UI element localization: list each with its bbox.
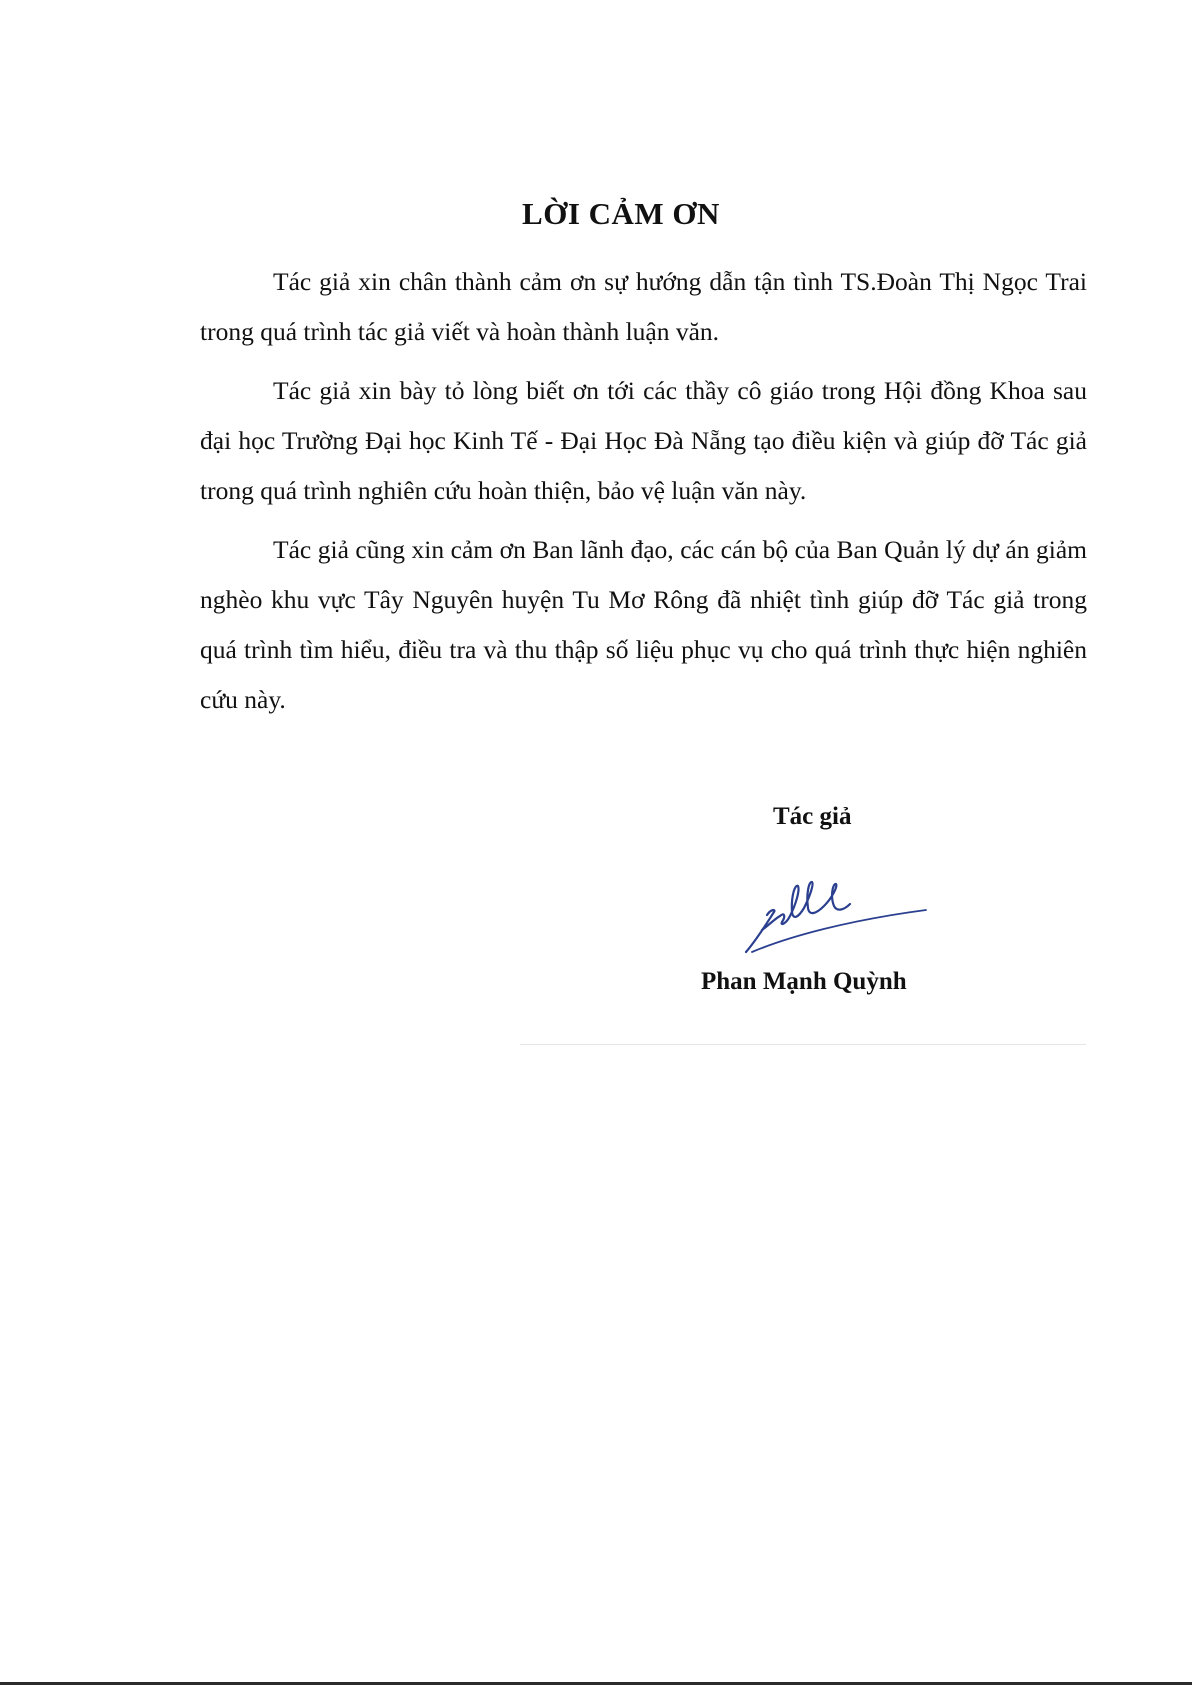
signature-stroke-loops [762, 882, 850, 930]
author-name: Phan Mạnh Quỳnh [701, 968, 907, 995]
page-title: LỜI CẢM ƠN [522, 196, 720, 231]
acknowledgement-body [200, 257, 1087, 734]
author-label: Tác giả [773, 803, 852, 830]
divider-line [520, 1044, 1086, 1045]
paragraph-2: Tác giả xin bày tỏ lòng biết ơn tới các thầy cô giáo trong Hội đồng Khoa sau đại học Trường Đại học Kinh Tế - Đại Học Đà Nẵng tạo điều kiện và giúp đỡ Tác giả trong quá trình nghiên cứu hoàn thiện, bảo vệ luận văn này. [200, 376, 1087, 505]
signature-image [740, 872, 930, 957]
paragraph-1: Tác giả xin chân thành cảm ơn sự hướng dẫn tận tình TS.Đoàn Thị Ngọc Trai trong quá trình tác giả viết và hoàn thành luận văn. [200, 267, 1087, 346]
paragraph-3: Tác giả cũng xin cảm ơn Ban lãnh đạo, các cán bộ của Ban Quản lý dự án giảm nghèo khu vực Tây Nguyên huyện Tu Mơ Rông đã nhiệt tình giúp đỡ Tác giả trong quá trình tìm hiểu, điều tra và thu thập số liệu phục vụ cho quá trình thực hiện nghiên cứu này. [200, 535, 1087, 714]
